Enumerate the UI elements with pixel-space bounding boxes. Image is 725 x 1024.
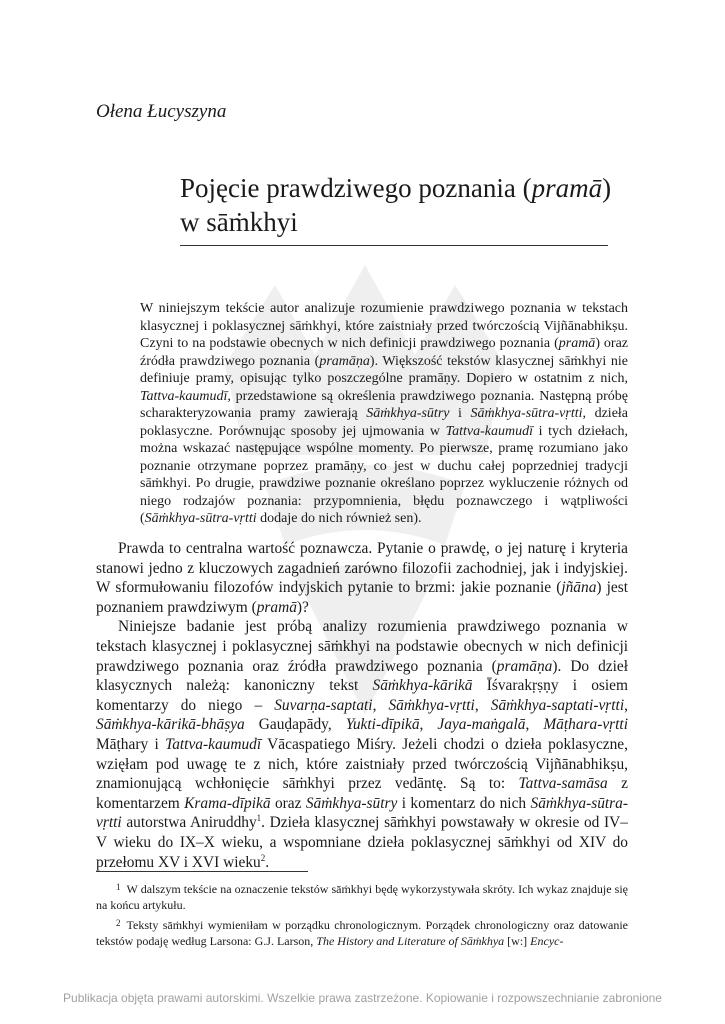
text-run: dodaje do nich również sen). <box>256 511 422 526</box>
italic-text: Suvarṇa-saptati <box>274 696 373 714</box>
text-run: , <box>419 716 438 734</box>
text-run: . Dzieła klasycznej sāṁkhyi powstawały w okresie od IV–V wieku do IX–X wieku, a wspomniane dzieła poklasycznej sāṁkhyi od XIV do przełomu XV i XVI wieku <box>96 814 628 871</box>
text-run: ). Do dzieł klasycznych należą: kanoniczny tekst <box>96 657 629 695</box>
footnote-rule <box>96 871 308 872</box>
italic-text: Jaya-maṅgalā <box>437 716 526 734</box>
text-run: [w:] <box>504 934 531 948</box>
italic-text: Sāṁkhya-sūtry <box>366 406 450 421</box>
italic-text: Sāṁkhya-sūtra-vṛtti <box>144 511 257 526</box>
title-rule <box>180 245 608 246</box>
italic-text: pramāṇa <box>319 353 370 369</box>
footnote-number: 2 <box>116 918 121 928</box>
text-run: , <box>525 716 544 734</box>
text-run: , przedstawione są określenia prawdziwego poznania. Następną próbę scharakteryzowania pramy zawierają <box>140 388 628 421</box>
paragraph-2 <box>96 617 628 872</box>
text-run: Māṭhary i <box>96 735 166 753</box>
text-run: )? <box>296 598 309 616</box>
text-run: W niniejszym tekście autor analizuje rozumienie prawdziwego poznania w tekstach klasycznej i poklasycznej sāṁkhyi, które zaistniały przed twórczością Vijñānabhikṣu. Czyni to na podstawie obecnych w nich definicji prawdziwego poznania ( <box>140 301 628 351</box>
text-run: Gauḍapādy, <box>244 716 346 734</box>
copyright-notice: Publikacja objęta prawami autorskimi. Wszelkie prawa zastrzeżone. Kopiowanie i rozpowszechnianie zabronione <box>63 991 662 1005</box>
italic-text: pramā <box>558 336 596 351</box>
footnote-number: 1 <box>116 882 121 892</box>
text-run: ). Większość tekstów klasycznej sāṁkhyi nie definiuje pramy, opisując tylko poszczególne pramāṇy. Dopiero w ostatnim z nich, <box>140 353 628 386</box>
text-run: z komentarzem <box>96 775 628 812</box>
title-line2: w sāṁkhyi <box>180 207 298 237</box>
text-run: , <box>624 696 628 714</box>
italic-text: jñāna <box>561 579 597 597</box>
italic-text: Sāṁkhya-kārikā <box>372 677 473 695</box>
text-run: , <box>474 696 491 714</box>
title-line1-italic: pramā <box>531 173 603 203</box>
text-run: , <box>372 696 389 714</box>
italic-text: Sāṁkhya-kārikā-bhāṣya <box>96 716 245 734</box>
italic-text: Tattva-kaumudī <box>165 735 262 753</box>
paragraph-1 <box>96 539 628 617</box>
footnote-2 <box>96 915 628 949</box>
italic-text: Krama-dīpikā <box>184 794 271 812</box>
italic-text: Sāṁkhya-vṛtti <box>388 696 475 714</box>
italic-text: pramā <box>256 598 297 616</box>
body-text <box>96 539 628 872</box>
text-run: ) jest poznaniem prawdziwym ( <box>96 579 628 616</box>
italic-text: Māṭhara-vṛtti <box>543 716 628 734</box>
text-run: Vācaspatiego Miśry. Jeżeli chodzi o dzieła poklasyczne, wzięłam pod uwagę te z nich, które zaistniały przed twórczością Vijñānabhikṣu, znamionującą wchłonięcie sāṁkhyi przez vedāntę. Są to: <box>96 735 628 793</box>
italic-text: Sāṁkhya-sūtra-vṛtti <box>470 406 583 421</box>
footnote-ref: 1 <box>256 813 262 824</box>
italic-text: Encyc- <box>530 934 564 948</box>
text-run: oraz <box>270 794 306 812</box>
italic-text: The History and Literature of Sāṁkhya <box>316 934 505 948</box>
footnote-ref: 2 <box>260 852 266 863</box>
text-run: autorstwa Aniruddhy <box>121 814 257 832</box>
footnotes <box>96 879 628 951</box>
italic-text: Tattva-samāsa <box>518 775 608 793</box>
italic-text: Sāṁkhya-sūtry <box>305 794 398 812</box>
author-name: Ołena Łucyszyna <box>96 101 227 122</box>
italic-text: Sāṁkhya-sūtra-vṛtti <box>96 794 628 832</box>
text-run: i tych dziełach, można wskazać następujące wspólne momenty. Po pierwsze, pramę rozumiano jako poznanie otrzymane poprzez pramāṇy, co jest w duchu całej poprzedniej tradycji sāṁkhyi. Po drugie, prawdziwe poznanie określano poprzez wykluczenie różnych od niego rodzajów poznania: przypomnienia, błędu poznawczego i wątpliwości ( <box>140 423 628 526</box>
text-run: W dalszym tekście na oznaczenie tekstów sāṁkhyi będę wykorzystywała skróty. Ich wykaz znajduje się na końcu artykułu. <box>96 882 628 912</box>
italic-text: Tattva-kaumudī <box>140 388 228 404</box>
article-title <box>180 171 620 239</box>
text-run: , dzieła poklasyczne. Porównując sposoby jej ujmowania w <box>140 406 629 439</box>
footnote-1 <box>96 879 628 913</box>
abstract <box>140 300 628 528</box>
italic-text: pramāṇa <box>496 657 553 675</box>
title-line1-text: Pojęcie prawdziwego poznania ( <box>180 173 532 203</box>
text-run: Niniejsze badanie jest próbą analizy rozumienia prawdziwego poznania w tekstach klasycznej i poklasycznej sāṁkhyi na podstawie obecnych w nich definicji prawdziwego poznania oraz źródła prawdziwego poznania ( <box>96 618 628 675</box>
text-run: i <box>449 406 471 421</box>
text-run: Prawda to centralna wartość poznawcza. Pytanie o prawdę, o jej naturę i kryteria stanowi jedno z kluczowych zagadnień zarówno filozofii zachodniej, jak i indyjskiej. W sformułowaniu filozofów indyjskich pytanie to brzmi: jakie poznanie ( <box>96 540 628 597</box>
text-run: ) oraz źródła prawdziwego poznania ( <box>140 336 628 369</box>
title-line1-close: ) <box>602 173 612 203</box>
text-run: . <box>265 853 270 871</box>
italic-text: Sāṁkhya-saptati-vṛtti <box>490 696 625 714</box>
italic-text: Tattva-kaumudī <box>445 423 533 439</box>
text-run: i komentarz do nich <box>397 794 531 812</box>
text-run: Teksty sāṁkhyi wymieniłam w porządku chronologicznym. Porządek chronologiczny oraz datowanie tekstów podaję według Larsona: G.J. Larson, <box>96 918 628 948</box>
italic-text: Yukti-dīpikā <box>345 716 420 734</box>
text-run: Īśvarakṛṣṇy i osiem komentarzy do niego – <box>96 677 628 714</box>
